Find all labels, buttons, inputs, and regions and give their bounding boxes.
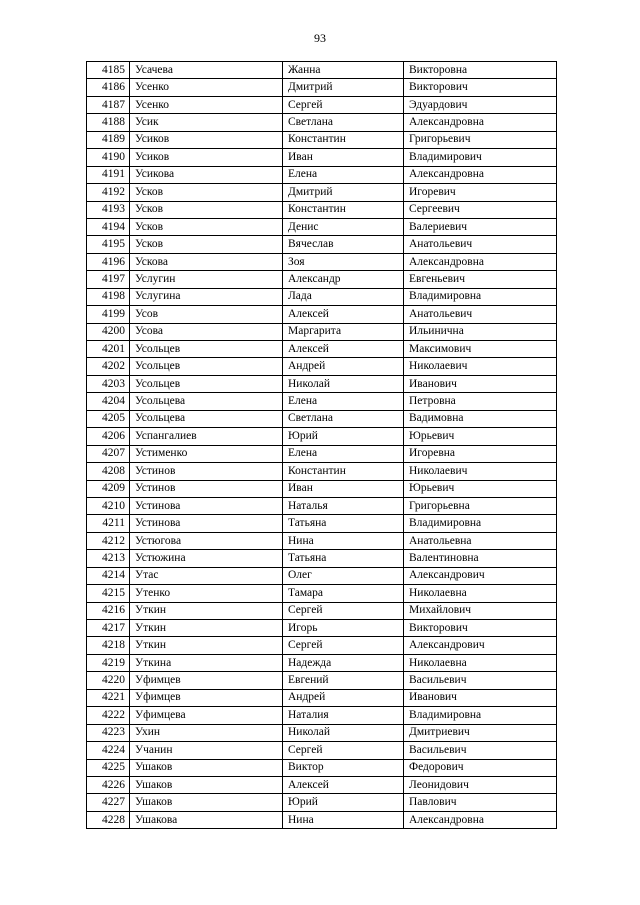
roster-table [86, 61, 557, 829]
first-name-cell: Дмитрий [283, 184, 404, 201]
surname-cell: Уфимцева [130, 707, 283, 724]
surname-cell: Устинов [130, 480, 283, 497]
patronymic-cell: Александровна [404, 114, 557, 131]
row-number-cell: 4217 [87, 620, 130, 637]
patronymic-cell: Николаевна [404, 654, 557, 671]
patronymic-cell: Ильинична [404, 323, 557, 340]
surname-cell: Ушаков [130, 759, 283, 776]
table-row [87, 201, 557, 218]
table-row [87, 428, 557, 445]
patronymic-cell: Николаевич [404, 463, 557, 480]
table-row [87, 637, 557, 654]
first-name-cell: Денис [283, 218, 404, 235]
row-number-cell: 4222 [87, 707, 130, 724]
surname-cell: Ускова [130, 253, 283, 270]
patronymic-cell: Валериевич [404, 218, 557, 235]
row-number-cell: 4185 [87, 62, 130, 79]
surname-cell: Устименко [130, 445, 283, 462]
table-row [87, 375, 557, 392]
patronymic-cell: Дмитриевич [404, 724, 557, 741]
table-row [87, 62, 557, 79]
table-row [87, 358, 557, 375]
row-number-cell: 4189 [87, 131, 130, 148]
first-name-cell: Константин [283, 131, 404, 148]
patronymic-cell: Григорьевна [404, 497, 557, 514]
row-number-cell: 4212 [87, 532, 130, 549]
first-name-cell: Жанна [283, 62, 404, 79]
patronymic-cell: Викторовна [404, 62, 557, 79]
row-number-cell: 4224 [87, 742, 130, 759]
row-number-cell: 4211 [87, 515, 130, 532]
patronymic-cell: Александрович [404, 637, 557, 654]
first-name-cell: Сергей [283, 742, 404, 759]
surname-cell: Успангалиев [130, 428, 283, 445]
row-number-cell: 4223 [87, 724, 130, 741]
table-row [87, 323, 557, 340]
surname-cell: Усольцев [130, 341, 283, 358]
table-row [87, 480, 557, 497]
first-name-cell: Алексей [283, 776, 404, 793]
patronymic-cell: Леонидович [404, 776, 557, 793]
patronymic-cell: Владимировна [404, 707, 557, 724]
first-name-cell: Наталья [283, 497, 404, 514]
surname-cell: Уткина [130, 654, 283, 671]
patronymic-cell: Игоревич [404, 184, 557, 201]
row-number-cell: 4226 [87, 776, 130, 793]
table-row [87, 532, 557, 549]
surname-cell: Усачева [130, 62, 283, 79]
first-name-cell: Тамара [283, 585, 404, 602]
table-row [87, 236, 557, 253]
row-number-cell: 4227 [87, 794, 130, 811]
surname-cell: Усенко [130, 79, 283, 96]
patronymic-cell: Александровна [404, 166, 557, 183]
table-row [87, 166, 557, 183]
surname-cell: Усиков [130, 131, 283, 148]
row-number-cell: 4198 [87, 288, 130, 305]
patronymic-cell: Евгеньевич [404, 271, 557, 288]
surname-cell: Уткин [130, 602, 283, 619]
surname-cell: Усов [130, 306, 283, 323]
patronymic-cell: Васильевич [404, 742, 557, 759]
row-number-cell: 4203 [87, 375, 130, 392]
first-name-cell: Александр [283, 271, 404, 288]
patronymic-cell: Валентиновна [404, 550, 557, 567]
first-name-cell: Наталия [283, 707, 404, 724]
first-name-cell: Татьяна [283, 550, 404, 567]
row-number-cell: 4221 [87, 689, 130, 706]
surname-cell: Усиков [130, 149, 283, 166]
patronymic-cell: Игоревна [404, 445, 557, 462]
first-name-cell: Лада [283, 288, 404, 305]
row-number-cell: 4216 [87, 602, 130, 619]
first-name-cell: Алексей [283, 306, 404, 323]
row-number-cell: 4208 [87, 463, 130, 480]
row-number-cell: 4197 [87, 271, 130, 288]
first-name-cell: Андрей [283, 689, 404, 706]
table-row [87, 794, 557, 811]
first-name-cell: Сергей [283, 602, 404, 619]
first-name-cell: Юрий [283, 428, 404, 445]
patronymic-cell: Владимировна [404, 515, 557, 532]
table-row [87, 271, 557, 288]
patronymic-cell: Владимировна [404, 288, 557, 305]
surname-cell: Уфимцев [130, 672, 283, 689]
table-row [87, 184, 557, 201]
row-number-cell: 4200 [87, 323, 130, 340]
table-row [87, 707, 557, 724]
surname-cell: Усков [130, 218, 283, 235]
surname-cell: Устинова [130, 515, 283, 532]
table-row [87, 759, 557, 776]
roster-table-body [87, 62, 557, 829]
patronymic-cell: Михайлович [404, 602, 557, 619]
table-row [87, 149, 557, 166]
row-number-cell: 4215 [87, 585, 130, 602]
first-name-cell: Иван [283, 149, 404, 166]
surname-cell: Устюгова [130, 532, 283, 549]
first-name-cell: Надежда [283, 654, 404, 671]
first-name-cell: Андрей [283, 358, 404, 375]
patronymic-cell: Петровна [404, 393, 557, 410]
row-number-cell: 4191 [87, 166, 130, 183]
row-number-cell: 4214 [87, 567, 130, 584]
first-name-cell: Дмитрий [283, 79, 404, 96]
first-name-cell: Константин [283, 201, 404, 218]
first-name-cell: Зоя [283, 253, 404, 270]
surname-cell: Усольцев [130, 358, 283, 375]
row-number-cell: 4199 [87, 306, 130, 323]
row-number-cell: 4190 [87, 149, 130, 166]
patronymic-cell: Григорьевич [404, 131, 557, 148]
surname-cell: Ушаков [130, 794, 283, 811]
patronymic-cell: Владимирович [404, 149, 557, 166]
surname-cell: Утас [130, 567, 283, 584]
first-name-cell: Игорь [283, 620, 404, 637]
first-name-cell: Юрий [283, 794, 404, 811]
table-row [87, 96, 557, 113]
table-row [87, 253, 557, 270]
patronymic-cell: Васильевич [404, 672, 557, 689]
page-number: 93 [314, 31, 326, 45]
surname-cell: Услугина [130, 288, 283, 305]
surname-cell: Усова [130, 323, 283, 340]
table-row [87, 463, 557, 480]
row-number-cell: 4196 [87, 253, 130, 270]
row-number-cell: 4186 [87, 79, 130, 96]
row-number-cell: 4187 [87, 96, 130, 113]
table-row [87, 445, 557, 462]
patronymic-cell: Иванович [404, 689, 557, 706]
table-row [87, 341, 557, 358]
surname-cell: Ушакова [130, 811, 283, 828]
row-number-cell: 4207 [87, 445, 130, 462]
first-name-cell: Светлана [283, 114, 404, 131]
surname-cell: Уткин [130, 637, 283, 654]
table-row [87, 515, 557, 532]
patronymic-cell: Федорович [404, 759, 557, 776]
row-number-cell: 4218 [87, 637, 130, 654]
table-row [87, 288, 557, 305]
surname-cell: Усков [130, 184, 283, 201]
row-number-cell: 4213 [87, 550, 130, 567]
first-name-cell: Нина [283, 532, 404, 549]
surname-cell: Усик [130, 114, 283, 131]
surname-cell: Устинов [130, 463, 283, 480]
patronymic-cell: Юрьевич [404, 428, 557, 445]
row-number-cell: 4210 [87, 497, 130, 514]
patronymic-cell: Викторович [404, 620, 557, 637]
table-row [87, 393, 557, 410]
surname-cell: Усикова [130, 166, 283, 183]
row-number-cell: 4202 [87, 358, 130, 375]
row-number-cell: 4205 [87, 410, 130, 427]
table-row [87, 497, 557, 514]
patronymic-cell: Вадимовна [404, 410, 557, 427]
surname-cell: Усольцева [130, 393, 283, 410]
table-row [87, 131, 557, 148]
row-number-cell: 4206 [87, 428, 130, 445]
patronymic-cell: Анатольевич [404, 236, 557, 253]
patronymic-cell: Иванович [404, 375, 557, 392]
surname-cell: Уткин [130, 620, 283, 637]
first-name-cell: Иван [283, 480, 404, 497]
table-row [87, 114, 557, 131]
first-name-cell: Елена [283, 393, 404, 410]
table-row [87, 672, 557, 689]
first-name-cell: Евгений [283, 672, 404, 689]
row-number-cell: 4225 [87, 759, 130, 776]
surname-cell: Устюжина [130, 550, 283, 567]
first-name-cell: Елена [283, 166, 404, 183]
row-number-cell: 4220 [87, 672, 130, 689]
first-name-cell: Константин [283, 463, 404, 480]
surname-cell: Усенко [130, 96, 283, 113]
row-number-cell: 4194 [87, 218, 130, 235]
patronymic-cell: Николаевна [404, 585, 557, 602]
patronymic-cell: Павлович [404, 794, 557, 811]
patronymic-cell: Максимович [404, 341, 557, 358]
surname-cell: Учанин [130, 742, 283, 759]
table-row [87, 79, 557, 96]
table-row [87, 218, 557, 235]
first-name-cell: Алексей [283, 341, 404, 358]
surname-cell: Утенко [130, 585, 283, 602]
patronymic-cell: Викторович [404, 79, 557, 96]
patronymic-cell: Сергеевич [404, 201, 557, 218]
first-name-cell: Вячеслав [283, 236, 404, 253]
table-row [87, 550, 557, 567]
table-row [87, 742, 557, 759]
first-name-cell: Виктор [283, 759, 404, 776]
table-row [87, 585, 557, 602]
patronymic-cell: Николаевич [404, 358, 557, 375]
first-name-cell: Нина [283, 811, 404, 828]
first-name-cell: Светлана [283, 410, 404, 427]
patronymic-cell: Александровна [404, 811, 557, 828]
patronymic-cell: Александровна [404, 253, 557, 270]
table-row [87, 654, 557, 671]
row-number-cell: 4201 [87, 341, 130, 358]
surname-cell: Устинова [130, 497, 283, 514]
patronymic-cell: Анатольевна [404, 532, 557, 549]
table-row [87, 724, 557, 741]
surname-cell: Усольцева [130, 410, 283, 427]
surname-cell: Ухин [130, 724, 283, 741]
first-name-cell: Сергей [283, 637, 404, 654]
first-name-cell: Николай [283, 724, 404, 741]
row-number-cell: 4195 [87, 236, 130, 253]
table-row [87, 567, 557, 584]
table-row [87, 776, 557, 793]
patronymic-cell: Юрьевич [404, 480, 557, 497]
table-row [87, 689, 557, 706]
row-number-cell: 4188 [87, 114, 130, 131]
row-number-cell: 4228 [87, 811, 130, 828]
row-number-cell: 4209 [87, 480, 130, 497]
patronymic-cell: Эдуардович [404, 96, 557, 113]
first-name-cell: Олег [283, 567, 404, 584]
patronymic-cell: Александрович [404, 567, 557, 584]
surname-cell: Усков [130, 236, 283, 253]
patronymic-cell: Анатольевич [404, 306, 557, 323]
row-number-cell: 4204 [87, 393, 130, 410]
first-name-cell: Татьяна [283, 515, 404, 532]
table-row [87, 306, 557, 323]
surname-cell: Усольцев [130, 375, 283, 392]
table-row [87, 602, 557, 619]
first-name-cell: Маргарита [283, 323, 404, 340]
table-row [87, 811, 557, 828]
table-row [87, 410, 557, 427]
first-name-cell: Сергей [283, 96, 404, 113]
row-number-cell: 4219 [87, 654, 130, 671]
surname-cell: Усков [130, 201, 283, 218]
table-row [87, 620, 557, 637]
surname-cell: Уфимцев [130, 689, 283, 706]
surname-cell: Услугин [130, 271, 283, 288]
first-name-cell: Елена [283, 445, 404, 462]
row-number-cell: 4192 [87, 184, 130, 201]
row-number-cell: 4193 [87, 201, 130, 218]
surname-cell: Ушаков [130, 776, 283, 793]
first-name-cell: Николай [283, 375, 404, 392]
